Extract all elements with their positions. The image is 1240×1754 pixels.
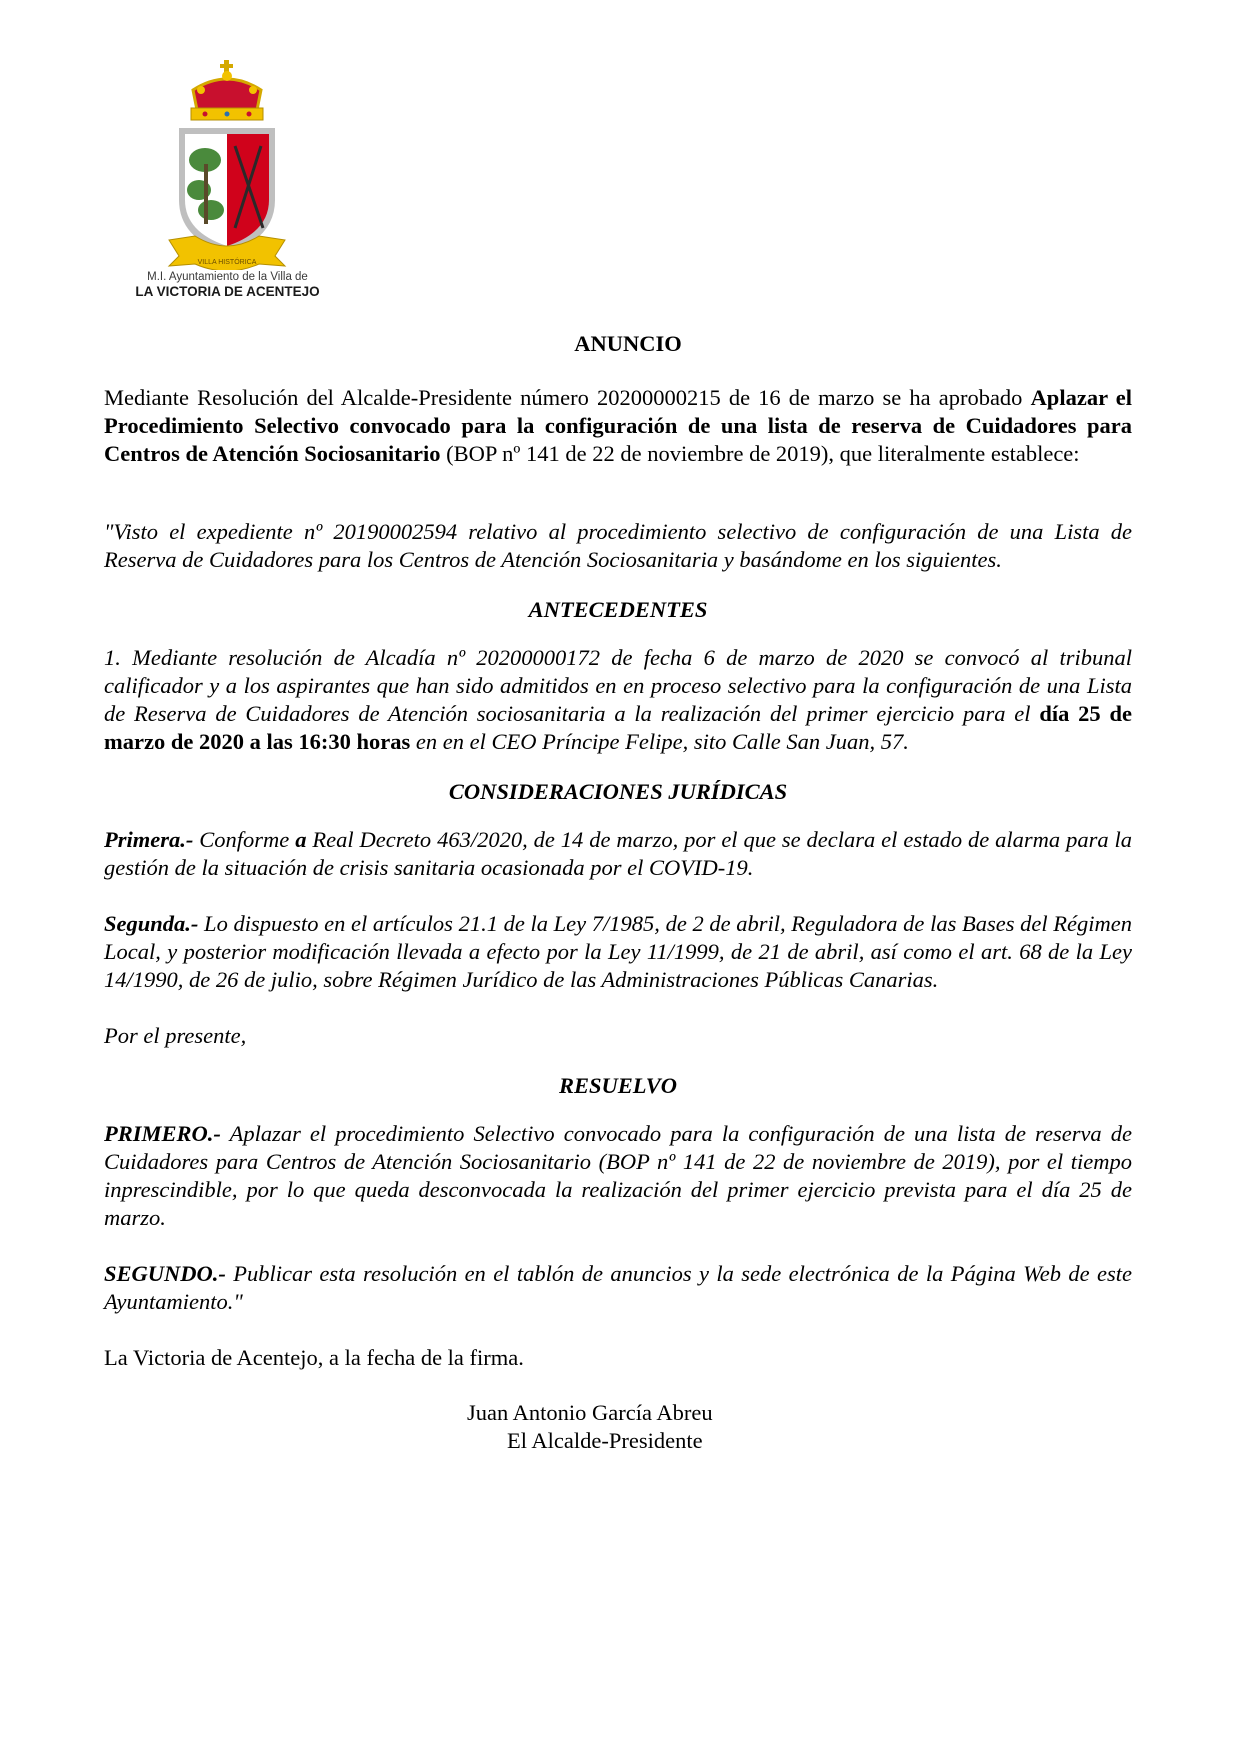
primero-label: PRIMERO.- <box>104 1121 221 1146</box>
antecedentes-bold-date: día 25 de marzo de 2020 a las 16:30 horas <box>104 701 1132 754</box>
segunda-text: Lo dispuesto en el artículos 21.1 de la Ley 7/1985, de 2 de abril, Reguladora de las Bases del Régimen Local, y posterior modificación llevada a efecto por la Ley 11/1999, de 21 de abril, así como el art. 68 de la Ley 14/1990, de 26 de julio, sobre Régimen Jurídico de las Administraciones Públicas Canarias. <box>104 911 1132 992</box>
logo-caption-line1: M.I. Ayuntamiento de la Villa de <box>147 271 308 283</box>
coat-of-arms-icon <box>165 60 290 270</box>
primero-paragraph <box>104 1120 1132 1232</box>
primera-text-2: Real Decreto 463/2020, de 14 de marzo, por el que se declara el estado de alarma para la gestión de la situación de crisis sanitaria ocasionada por el COVID-19. <box>104 827 1132 880</box>
logo-caption-line2: LA VICTORIA DE ACENTEJO <box>135 284 320 299</box>
primera-label: Primera.- <box>104 827 194 852</box>
antecedentes-paragraph <box>104 644 1132 756</box>
intro-paragraph <box>104 384 1132 468</box>
resuelvo-heading: RESUELVO <box>559 1073 677 1098</box>
por-el-presente: Por el presente, <box>104 1023 247 1048</box>
primera-bold-a: a <box>295 827 307 852</box>
municipal-logo <box>135 60 320 305</box>
document-title: ANUNCIO <box>574 331 682 356</box>
intro-bold: Aplazar el Procedimiento Selectivo convocado para la configuración de una lista de reserva de Cuidadores para Centros de Atención Sociosanitario <box>104 385 1132 466</box>
document-body <box>104 330 1132 1455</box>
segundo-label: SEGUNDO.- <box>104 1261 226 1286</box>
intro-text-1: Mediante Resolución del Alcalde-Presidente número 20200000215 de 16 de marzo se ha aprobado <box>104 385 1031 410</box>
antecedentes-heading: ANTECEDENTES <box>528 597 708 622</box>
signature-role: El Alcalde-Presidente <box>507 1428 703 1453</box>
closing-line: La Victoria de Acentejo, a la fecha de la firma. <box>104 1345 524 1370</box>
antecedentes-text-1: 1. Mediante resolución de Alcadía nº 20200000172 de fecha 6 de marzo de 2020 se convocó al tribunal calificador y a los aspirantes que han sido admitidos en en proceso selectivo para la configuración de una Lista de Reserva de Cuidadores de Atención sociosanitaria a la realización del primer ejercicio para el <box>104 645 1132 726</box>
segundo-text: Publicar esta resolución en el tablón de anuncios y la sede electrónica de la Página Web de este Ayuntamiento." <box>104 1261 1132 1314</box>
antecedentes-text-2: en en el CEO Príncipe Felipe, sito Calle San Juan, 57. <box>410 729 909 754</box>
intro-text-2: (BOP nº 141 de 22 de noviembre de 2019), que literalmente establece: <box>440 441 1080 466</box>
primera-paragraph <box>104 826 1132 882</box>
consideraciones-heading: CONSIDERACIONES JURÍDICAS <box>448 779 788 804</box>
logo-ribbon-text: VILLA HISTÓRICA <box>197 259 257 266</box>
primero-text: Aplazar el procedimiento Selectivo convocado para la configuración de una lista de reserva de Cuidadores para Centros de Atención Sociosanitario (BOP nº 141 de 22 de noviembre de 2019), por el tiempo inprescindible, por lo que queda desconvocada la realización del primer ejercicio prevista para el día 25 de marzo. <box>104 1121 1132 1230</box>
primera-text-1: Conforme <box>193 827 296 852</box>
segunda-paragraph <box>104 910 1132 994</box>
segundo-paragraph <box>104 1260 1132 1316</box>
quote-intro-paragraph: "Visto el expediente nº 20190002594 relativo al procedimiento selectivo de configuración de una Lista de Reserva de Cuidadores para los Centros de Atención Sociosanitaria y basándome en los siguientes. <box>104 519 1132 572</box>
signature-name: Juan Antonio García Abreu <box>467 1400 713 1425</box>
segunda-label: Segunda.- <box>104 911 199 936</box>
